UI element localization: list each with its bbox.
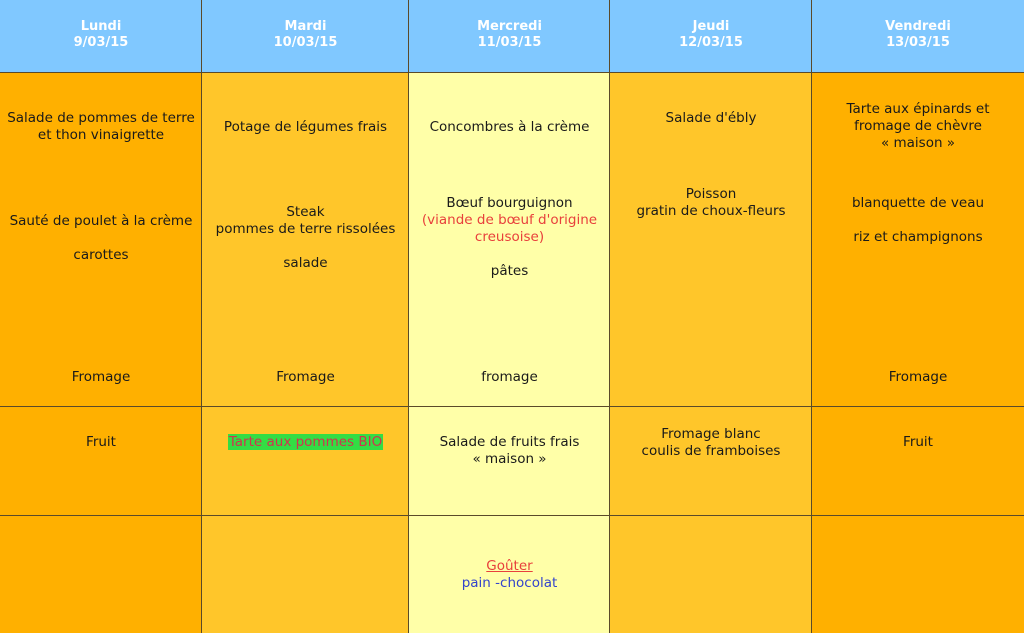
- column-mercredi: [409, 0, 610, 633]
- column-divider: [201, 0, 202, 633]
- header-lundi: [0, 0, 202, 72]
- header-vendredi: [812, 0, 1024, 72]
- text-line: « maison »: [880, 135, 956, 151]
- header-mercredi: [409, 0, 610, 72]
- origin-note: (viande de bœuf d'origine: [421, 212, 598, 228]
- text-line: carottes: [73, 247, 129, 263]
- entree-jeudi: Salade d'ébly: [665, 110, 757, 126]
- column-jeudi: [610, 0, 812, 633]
- day-date: 11/03/15: [477, 35, 542, 50]
- column-mardi: [202, 0, 409, 633]
- entree-vendredi: [812, 101, 1024, 152]
- entree-lundi: [0, 110, 202, 144]
- fromage-vendredi: Fromage: [888, 369, 948, 385]
- column-vendredi: [812, 0, 1024, 633]
- bio-dessert: Tarte aux pommes BIO: [228, 434, 383, 450]
- day-date: 10/03/15: [273, 35, 338, 50]
- gouter-title: Goûter: [486, 558, 533, 574]
- day-name: Mercredi: [477, 19, 542, 34]
- text-line: Fromage blanc: [661, 426, 761, 442]
- day-name: Jeudi: [692, 19, 730, 34]
- row-divider: [0, 406, 1024, 407]
- fromage-lundi: Fromage: [71, 369, 131, 385]
- text-line: Salade de fruits frais: [439, 434, 580, 450]
- text-line: gratin de choux-fleurs: [636, 203, 786, 219]
- text-line: fromage de chèvre: [854, 118, 982, 134]
- gouter-mercredi: [409, 558, 610, 592]
- text-line: blanquette de veau: [851, 195, 985, 211]
- text-line: Poisson: [685, 186, 737, 202]
- plat-lundi: [0, 213, 202, 264]
- column-divider: [408, 0, 409, 633]
- plat-jeudi: [610, 186, 812, 220]
- plat-mardi: [202, 204, 409, 272]
- fromage-mardi: Fromage: [276, 369, 335, 385]
- text-line: pâtes: [490, 263, 529, 279]
- header-mardi: [202, 0, 409, 72]
- header-jeudi: [610, 0, 812, 72]
- row-divider: [0, 72, 1024, 73]
- gouter-item: pain -chocolat: [461, 575, 558, 591]
- text-line: riz et champignons: [853, 229, 983, 245]
- dessert-jeudi: [610, 426, 812, 460]
- dessert-vendredi: Fruit: [903, 434, 933, 450]
- column-lundi: [0, 0, 202, 633]
- origin-note: creusoise): [474, 229, 545, 245]
- text-line: « maison »: [472, 451, 547, 467]
- dessert-lundi: Fruit: [86, 434, 116, 450]
- day-date: 13/03/15: [886, 35, 950, 50]
- plat-mercredi: [409, 195, 610, 280]
- row-divider: [0, 515, 1024, 516]
- day-name: Vendredi: [885, 19, 951, 34]
- day-name: Mardi: [284, 19, 327, 34]
- day-name: Lundi: [80, 19, 122, 34]
- entree-mercredi: Concombres à la crème: [429, 119, 590, 135]
- dessert-mercredi: [409, 434, 610, 468]
- day-date: 12/03/15: [679, 35, 743, 50]
- text-line: Sauté de poulet à la crème: [9, 213, 193, 229]
- fromage-mercredi: fromage: [481, 369, 538, 385]
- text-line: pommes de terre rissolées: [215, 221, 396, 237]
- text-line: Steak: [286, 204, 325, 220]
- day-date: 9/03/15: [73, 35, 129, 50]
- dessert-mardi: [202, 434, 409, 451]
- text-line: Bœuf bourguignon: [446, 195, 573, 211]
- entree-mardi: Potage de légumes frais: [223, 119, 388, 135]
- plat-vendredi: [812, 195, 1024, 246]
- text-line: Salade de pommes de terre: [7, 110, 195, 126]
- text-line: salade: [283, 255, 328, 271]
- text-line: Tarte aux épinards et: [846, 101, 990, 117]
- text-line: coulis de framboises: [641, 443, 781, 459]
- column-divider: [811, 0, 812, 633]
- column-divider: [609, 0, 610, 633]
- text-line: et thon vinaigrette: [37, 127, 165, 143]
